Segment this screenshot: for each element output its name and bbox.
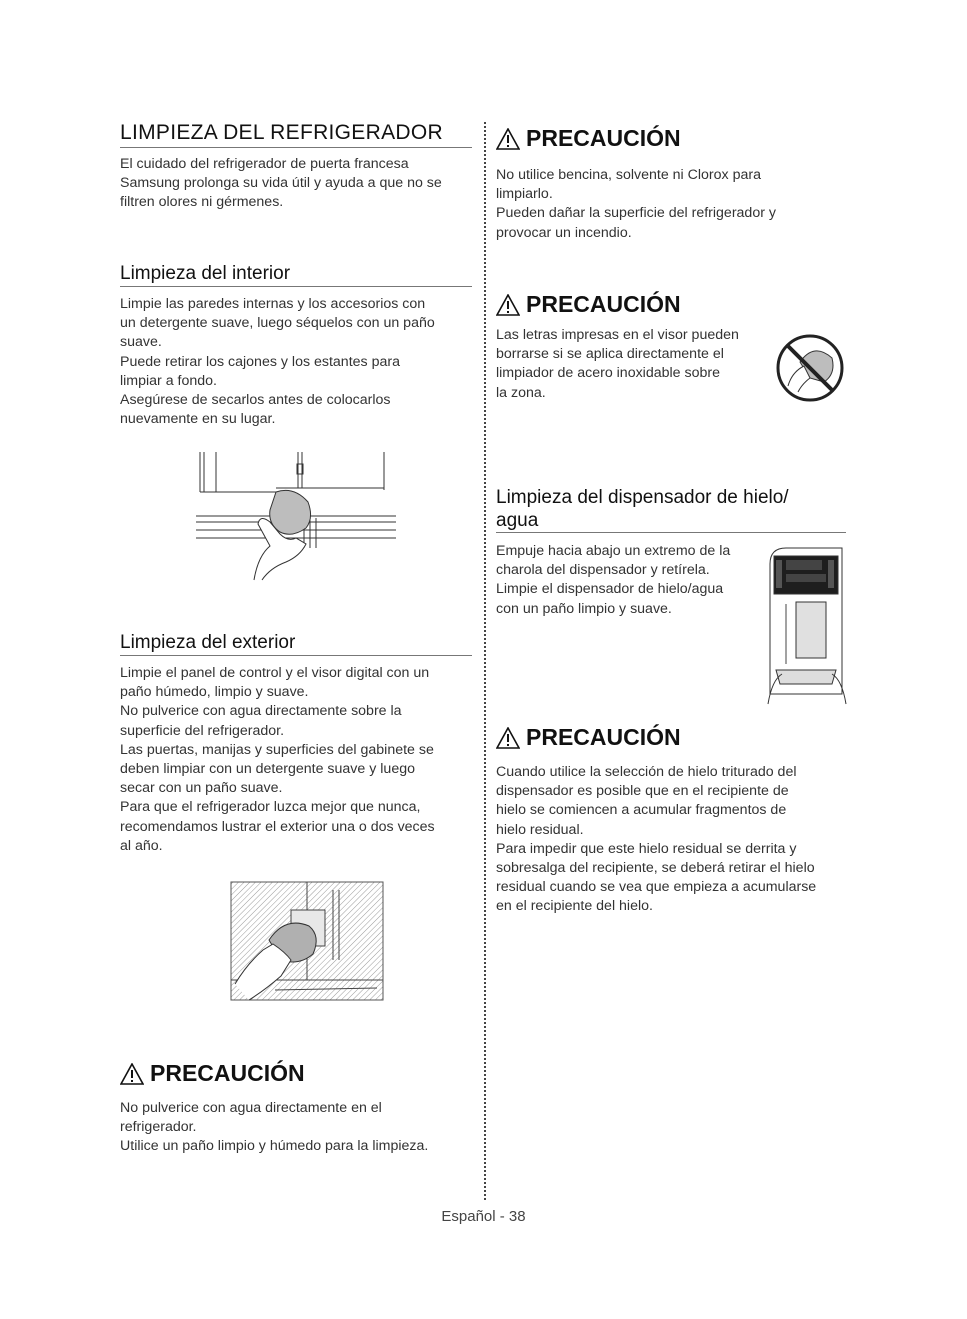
exterior-line: Las puertas, manijas y superficies del gabinete se (120, 741, 434, 758)
caution-line: Para impedir que este hielo residual se derrita y (496, 840, 797, 857)
caution-line: limpiador de acero inoxidable sobre (496, 365, 720, 382)
dispenser-heading (496, 486, 789, 532)
interior-line: Asegúrese de secarlos antes de colocarlos (120, 392, 391, 409)
exterior-line: deben limpiar con un detergente suave y luego (120, 761, 415, 778)
interior-line: Limpie las paredes internas y los accesorios con (120, 296, 426, 312)
caution-line: hielo se comiencen a acumular fragmentos de (496, 802, 787, 819)
exterior-line: Limpie el panel de control y el visor digital con un (120, 665, 430, 681)
interior-line: Puede retirar los cajones y los estantes para (120, 353, 400, 370)
exterior-paragraph (120, 664, 435, 856)
column-divider (484, 122, 486, 1200)
caution-line: borrarse si se aplica directamente el (496, 346, 724, 363)
page-number: Español - 38 (441, 1208, 526, 1225)
page-title: LIMPIEZA DEL REFRIGERADOR (120, 121, 443, 144)
exterior-heading: Limpieza del exterior (120, 632, 296, 653)
interior-line: nuevamente en su lugar. (120, 411, 276, 428)
dispenser-line: charola del dispensador y retírela. (496, 562, 710, 579)
intro-line: filtren olores ni gérmenes. (120, 194, 284, 211)
intro-paragraph (120, 155, 442, 213)
interior-cleaning-illustration (196, 452, 402, 582)
caution-display-paragraph (496, 326, 739, 403)
exterior-rule (120, 655, 472, 656)
title-rule (120, 147, 472, 148)
caution-line: hielo residual. (496, 821, 584, 838)
caution-heading-display (496, 291, 681, 318)
dispenser-line: con un paño limpio y suave. (496, 600, 672, 617)
dispenser-heading-line: Limpieza del dispensador de hielo/ (496, 487, 789, 508)
warning-icon (496, 128, 520, 150)
caution-solvent-paragraph (496, 166, 776, 243)
caution-line: refrigerador. (120, 1119, 197, 1136)
caution-line: en el recipiente del hielo. (496, 898, 653, 915)
dispenser-line: Empuje hacia abajo un extremo de la (496, 543, 731, 559)
caution-line: Cuando utilice la selección de hielo triturado del (496, 764, 797, 780)
caution-title: PRECAUCIÓN (526, 724, 681, 750)
exterior-line: al año. (120, 837, 163, 854)
exterior-line: secar con un paño suave. (120, 780, 283, 797)
warning-icon (120, 1063, 144, 1085)
no-cleaner-on-display-icon (774, 332, 846, 404)
dispenser-heading-line: agua (496, 510, 539, 531)
exterior-line: recomendamos lustrar el exterior una o dos veces (120, 818, 435, 835)
caution-heading-spray (120, 1060, 305, 1087)
caution-line: Pueden dañar la superficie del refrigerador y (496, 205, 776, 222)
exterior-cleaning-illustration (229, 880, 385, 1002)
caution-ice-paragraph (496, 763, 816, 917)
caution-heading-ice (496, 724, 681, 751)
interior-line: limpiar a fondo. (120, 372, 217, 389)
warning-icon (496, 727, 520, 749)
caution-line: Las letras impresas en el visor pueden (496, 327, 739, 343)
caution-line: la zona. (496, 384, 546, 401)
dispenser-rule (496, 532, 846, 533)
interior-rule (120, 286, 472, 287)
caution-line: provocar un incendio. (496, 224, 632, 241)
interior-heading: Limpieza del interior (120, 263, 291, 284)
caution-line: residual cuando se vea que empieza a acumularse (496, 879, 817, 896)
exterior-line: No pulverice con agua directamente sobre la (120, 703, 402, 720)
warning-icon (496, 294, 520, 316)
exterior-line: superficie del refrigerador. (120, 722, 285, 739)
caution-spray-paragraph (120, 1099, 428, 1157)
interior-line: suave. (120, 334, 162, 351)
interior-paragraph (120, 295, 435, 429)
caution-line: Utilice un paño limpio y húmedo para la limpieza. (120, 1138, 429, 1155)
caution-heading-solvent (496, 125, 681, 152)
caution-line: dispensador es posible que en el recipiente de (496, 783, 789, 800)
dispenser-paragraph (496, 542, 730, 619)
caution-line: No utilice bencina, solvente ni Clorox para (496, 167, 761, 183)
caution-title: PRECAUCIÓN (526, 125, 681, 151)
caution-line: limpiarlo. (496, 186, 553, 203)
caution-line: sobresalga del recipiente, se deberá retirar el hielo (496, 860, 815, 877)
interior-line: un detergente suave, luego séquelos con un paño (120, 315, 435, 332)
caution-line: No pulverice con agua directamente en el (120, 1100, 382, 1116)
dispenser-illustration (766, 544, 848, 712)
intro-line: El cuidado del refrigerador de puerta francesa (120, 156, 409, 172)
exterior-line: Para que el refrigerador luzca mejor que nunca, (120, 799, 421, 816)
intro-line: Samsung prolonga su vida útil y ayuda a que no se (120, 175, 442, 192)
dispenser-line: Limpie el dispensador de hielo/agua (496, 581, 724, 598)
caution-title: PRECAUCIÓN (526, 291, 681, 317)
caution-title: PRECAUCIÓN (150, 1060, 305, 1086)
exterior-line: paño húmedo, limpio y suave. (120, 684, 309, 701)
